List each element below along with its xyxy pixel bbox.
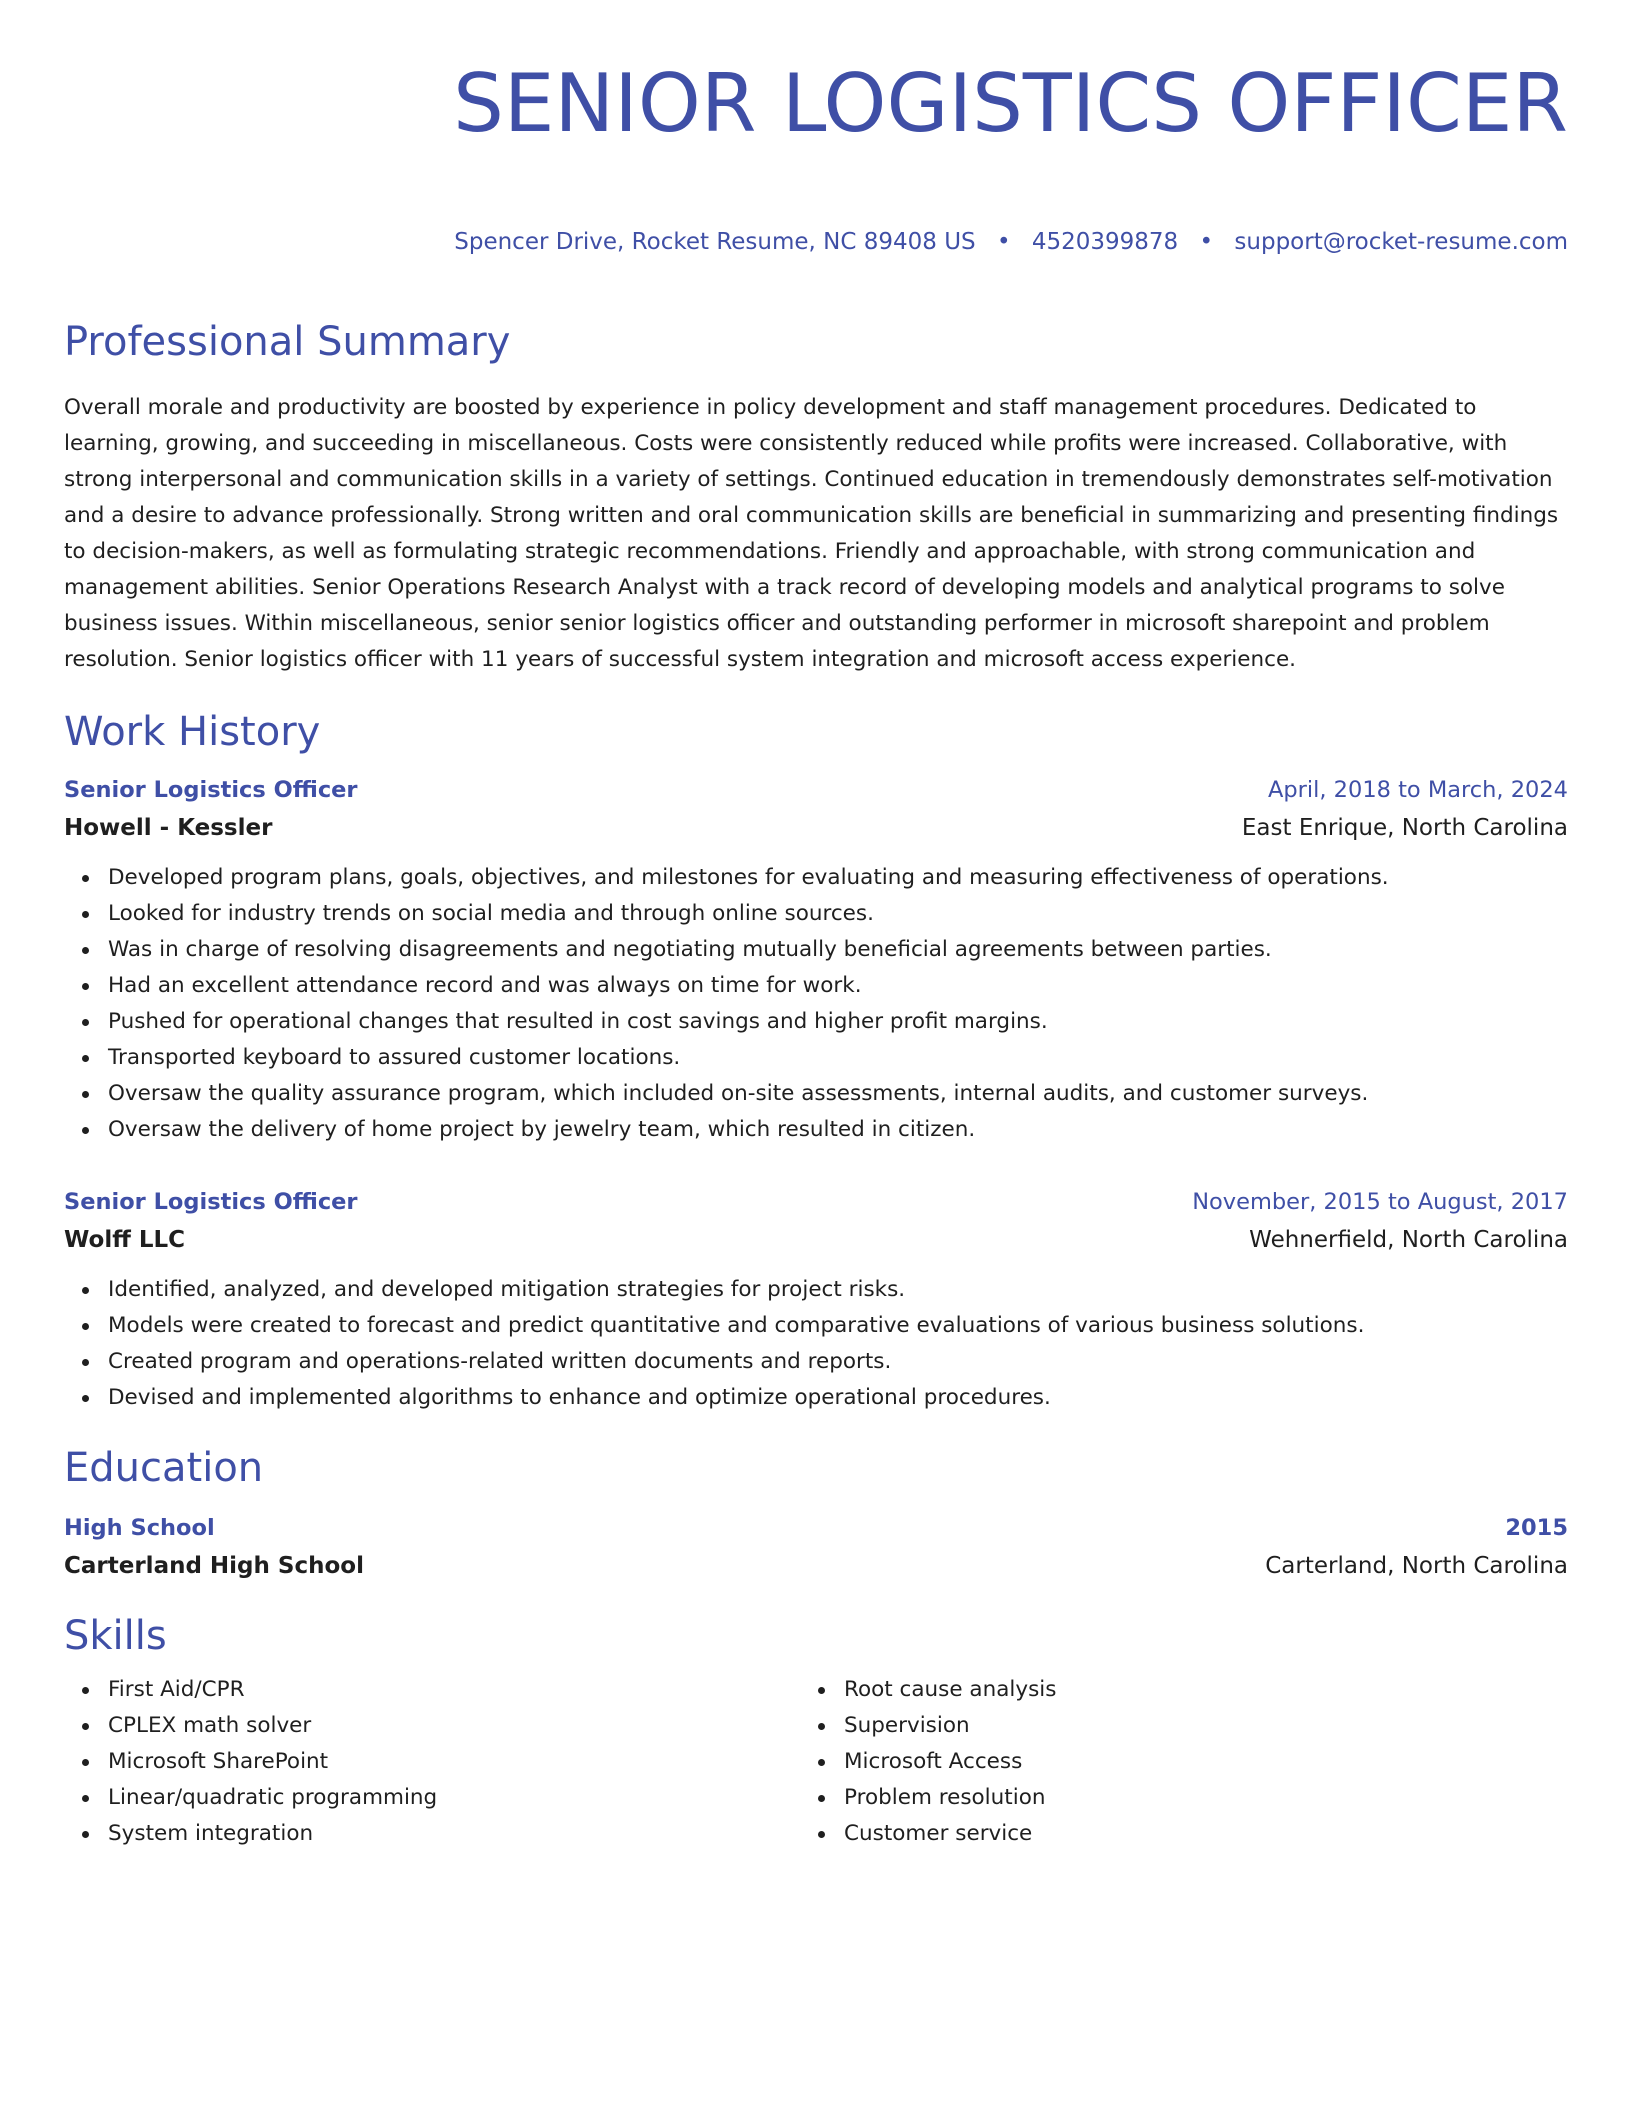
contact-separator: • (996, 229, 1011, 255)
job-bullet: Created program and operations-related written documents and reports. (108, 1344, 1568, 1380)
skill-item: Problem resolution (844, 1780, 1536, 1816)
contact-phone: 4520399878 (1031, 229, 1179, 255)
skills-grid (64, 1672, 1568, 1852)
skill-item: Customer service (844, 1816, 1536, 1852)
education-location: Carterland, North Carolina (1265, 1553, 1568, 1579)
job-company: Howell - Kessler (64, 815, 273, 841)
job-location: Wehnerfield, North Carolina (1249, 1227, 1568, 1253)
education-year: 2015 (1505, 1515, 1568, 1541)
contact-email: support@rocket-resume.com (1234, 229, 1568, 255)
job-company-row (64, 808, 1568, 848)
skills-heading: Skills (64, 1613, 167, 1659)
contact-line (64, 224, 1568, 260)
job-role: Senior Logistics Officer (64, 1189, 358, 1215)
skills-column-left (64, 1672, 800, 1852)
resume-name-title: SENIOR LOGISTICS OFFICER (453, 57, 1568, 150)
contact-address: Spencer Drive, Rocket Resume, NC 89408 US (454, 229, 976, 255)
job-bullet: Transported keyboard to assured customer locations. (108, 1040, 1568, 1076)
skills-list (64, 1672, 800, 1852)
job-bullet: Had an excellent attendance record and was always on time for work. (108, 968, 1568, 1004)
job-company-row (64, 1220, 1568, 1260)
skill-item: Microsoft SharePoint (108, 1744, 800, 1780)
contact-separator: • (1199, 229, 1214, 255)
job-bullets (64, 1272, 1568, 1416)
skill-item: CPLEX math solver (108, 1708, 800, 1744)
job-bullet: Pushed for operational changes that resulted in cost savings and higher profit margins. (108, 1004, 1568, 1040)
skills-list (800, 1672, 1536, 1852)
skill-item: First Aid/CPR (108, 1672, 800, 1708)
education-degree: High School (64, 1515, 215, 1541)
job-entry (64, 1184, 1568, 1416)
education-school: Carterland High School (64, 1553, 364, 1579)
skill-item: Linear/quadratic programming (108, 1780, 800, 1816)
job-bullet: Looked for industry trends on social media and through online sources. (108, 896, 1568, 932)
education-entry (64, 1510, 1568, 1586)
job-bullet: Was in charge of resolving disagreements and negotiating mutually beneficial agreements between parties. (108, 932, 1568, 968)
professional-summary-heading: Professional Summary (64, 319, 511, 365)
work-history-heading: Work History (64, 709, 321, 755)
job-bullet: Identified, analyzed, and developed mitigation strategies for project risks. (108, 1272, 1568, 1308)
job-bullet: Devised and implemented algorithms to enhance and optimize operational procedures. (108, 1380, 1568, 1416)
job-bullet: Developed program plans, goals, objectives, and milestones for evaluating and measuring effectiveness of operations. (108, 860, 1568, 896)
skills-column-right (800, 1672, 1536, 1852)
job-location: East Enrique, North Carolina (1241, 815, 1568, 841)
job-dates: April, 2018 to March, 2024 (1267, 777, 1568, 803)
education-header-row (64, 1510, 1568, 1546)
job-entry (64, 772, 1568, 1148)
job-dates: November, 2015 to August, 2017 (1192, 1189, 1568, 1215)
job-bullets (64, 860, 1568, 1148)
job-bullet: Oversaw the quality assurance program, which included on-site assessments, internal audits, and customer surveys. (108, 1076, 1568, 1112)
job-company: Wolff LLC (64, 1227, 186, 1253)
professional-summary-text: Overall morale and productivity are boosted by experience in policy development and staff management procedures. Dedicated to learning, growing, and succeeding in miscellaneous. Costs were consistently reduced while profits were increased. Collaborative, with strong interpersonal and communication skills in a variety of settings. Continued education in tremendously demonstrates self-motivation and a desire to advance professionally. Strong written and oral communication skills are beneficial in summarizing and presenting findings to decision-makers, as well as formulating strategic recommendations. Friendly and approachable, with strong communication and management abilities. Senior Operations Research Analyst with a track record of developing models and analytical programs to solve business issues. Within miscellaneous, senior senior logistics officer and outstanding performer in microsoft sharepoint and problem resolution. Senior logistics officer with 11 years of successful system integration and microsoft access experience. (64, 395, 1559, 672)
skill-item: Supervision (844, 1708, 1536, 1744)
job-bullet: Models were created to forecast and predict quantitative and comparative evaluations of various business solutions. (108, 1308, 1568, 1344)
job-header-row (64, 772, 1568, 808)
skill-item: Microsoft Access (844, 1744, 1536, 1780)
skill-item: System integration (108, 1816, 800, 1852)
job-bullet: Oversaw the delivery of home project by jewelry team, which resulted in citizen. (108, 1112, 1568, 1148)
job-role: Senior Logistics Officer (64, 777, 358, 803)
education-heading: Education (64, 1445, 264, 1491)
education-school-row (64, 1546, 1568, 1586)
job-header-row (64, 1184, 1568, 1220)
skill-item: Root cause analysis (844, 1672, 1536, 1708)
